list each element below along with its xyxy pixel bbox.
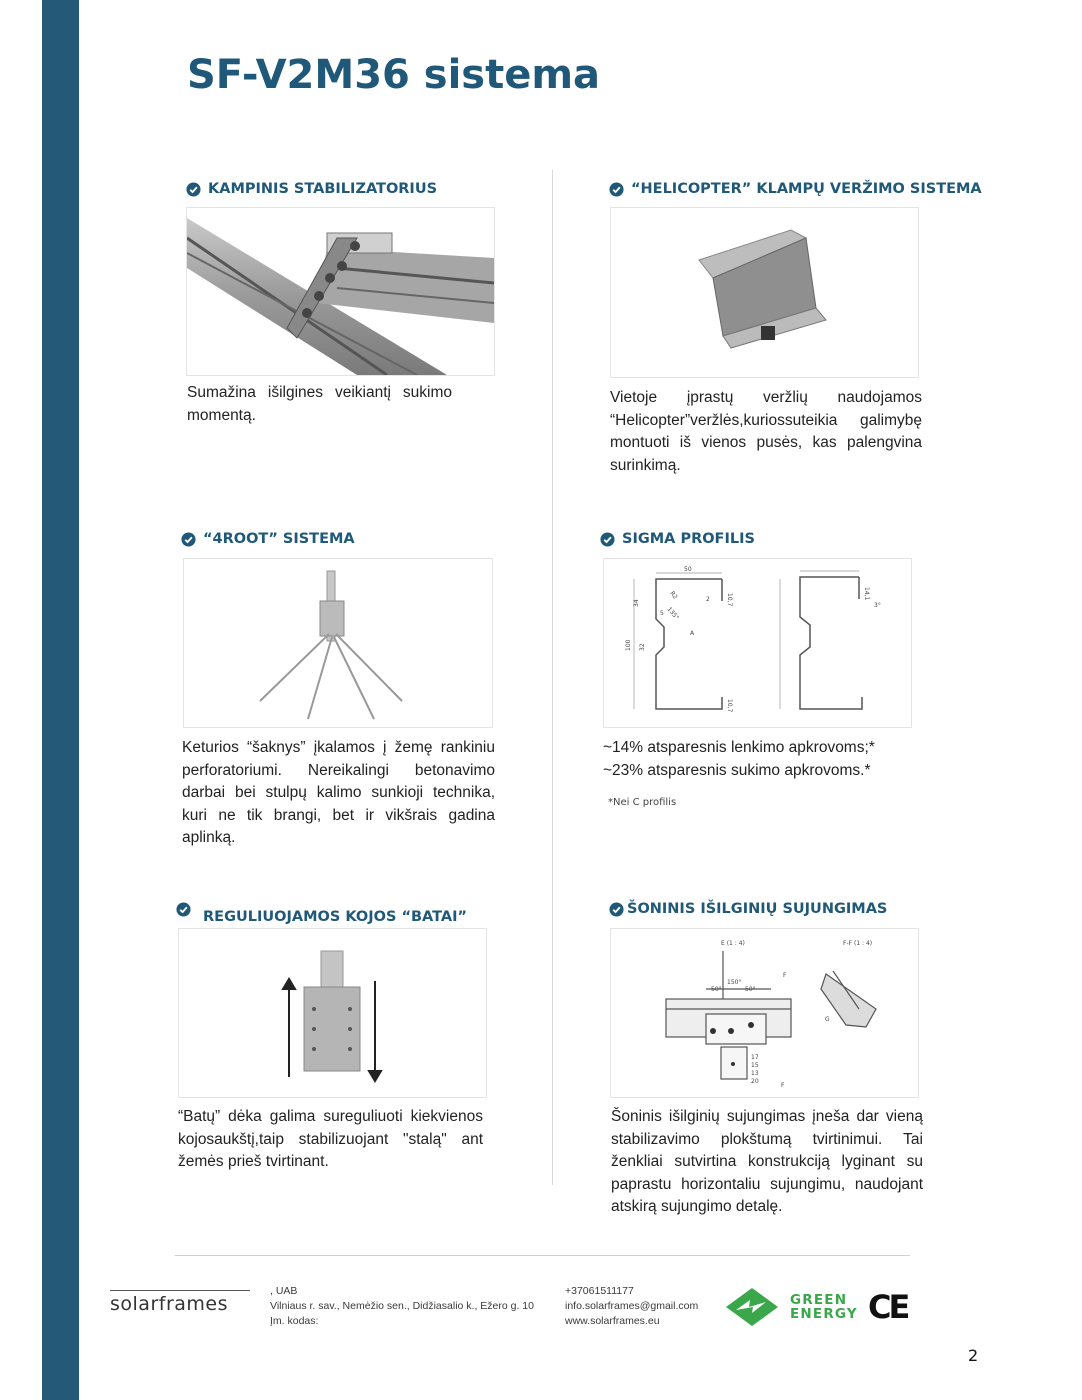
website-link[interactable]: www.solarframes.eu (565, 1315, 660, 1327)
benefit-line: ~23% atsparesnis sukimo apkrovoms.* (603, 761, 871, 779)
section-description: Sumažina išilgines veikiantį sukimo momentą. (187, 384, 452, 424)
section-description: Šoninis išilginių sujungimas įneša dar vieną stabilizavimo plokštumą tvirtinimui. Tai ženkliai sutvirtina konstrukciją lyginant su paprastu horizontaliu sujungimu, naudojant atskirą sujungimo detalę. (611, 1108, 923, 1215)
section-4root (181, 531, 501, 547)
sigma-profile-drawing (603, 558, 912, 728)
company-info (270, 1284, 534, 1329)
svg-text:F: F (781, 1082, 785, 1089)
adjustable-foot-image (178, 928, 487, 1098)
angle-stabilizer-image (186, 207, 495, 376)
section-adjustable-feet (176, 901, 496, 925)
section-description: Vietoje įprastų veržlių naudojamos “Helicopter”veržlės,kuriossuteikia galimybę montuoti iš vienos pusės, kas palengvina surinkimą. (610, 389, 922, 474)
column-divider (552, 170, 553, 1185)
svg-text:10,7: 10,7 (726, 699, 733, 713)
section-description (603, 737, 913, 782)
section-heading: “4ROOT” SISTEMA (181, 531, 501, 547)
page-title: SF-V2M36 sistema (187, 52, 601, 98)
svg-text:5: 5 (660, 610, 664, 617)
check-circle-icon (176, 902, 191, 917)
svg-text:50°: 50° (711, 986, 722, 993)
svg-text:G: G (825, 1016, 830, 1023)
svg-text:R2: R2 (668, 590, 679, 601)
side-joint-drawing (610, 928, 919, 1098)
svg-text:10,7: 10,7 (726, 593, 733, 607)
check-circle-icon (181, 532, 196, 547)
check-circle-icon (186, 182, 201, 197)
svg-text:100: 100 (625, 639, 632, 651)
section-description: “Batų” dėka galima sureguliuoti kiekvienos kojosaukštį,taip stabilizuojant "stalą" ant žemės prieš tvirtinant. (178, 1108, 483, 1170)
svg-text:17: 17 (751, 1054, 759, 1061)
contact-info (565, 1284, 698, 1329)
section-heading: SIGMA PROFILIS (600, 531, 920, 547)
email-address[interactable]: info.solarframes@gmail.com (565, 1300, 699, 1312)
svg-text:50°: 50° (745, 986, 756, 993)
check-circle-icon (609, 182, 624, 197)
svg-text:20: 20 (751, 1078, 759, 1085)
side-accent-bar (42, 0, 79, 1400)
check-circle-icon (600, 532, 615, 547)
svg-text:32: 32 (639, 643, 646, 651)
svg-text:3°: 3° (874, 602, 881, 609)
svg-text:14,1: 14,1 (863, 587, 870, 601)
benefit-line: ~14% atsparesnis lenkimo apkrovoms;* (603, 739, 875, 756)
svg-text:F: F (783, 972, 787, 979)
company-code: Įm. kodas: (270, 1315, 319, 1327)
section-heading: ŠONINIS IŠILGINIŲ SUJUNGIMAS (609, 901, 929, 917)
section-helicopter-clamp (609, 181, 982, 197)
four-root-anchor-image (183, 558, 493, 728)
solarframes-logo: solarframes (110, 1290, 250, 1315)
company-address: Vilniaus r. sav., Nemėžio sen., Didžiasalio k., Ežero g. 10 (270, 1300, 534, 1312)
check-circle-icon (609, 902, 624, 917)
section-description: Keturios “šaknys” įkalamos į žemę rankiniu perforatoriumi. Nereikalingi betonavimo darbai bei stulpų kalimo sunkioji technika, kuri ne tik brangi, bet ir vikšrais gadina aplinką. (182, 739, 495, 846)
footnote: *Nei C profilis (608, 797, 677, 808)
section-side-joint (609, 901, 929, 917)
svg-text:15: 15 (751, 1062, 759, 1069)
helicopter-clamp-image (610, 207, 919, 378)
ce-mark: CE (868, 1288, 908, 1326)
svg-text:E (1 : 4): E (1 : 4) (721, 940, 745, 947)
svg-text:A: A (690, 630, 695, 637)
section-heading: REGULIUOJAMOS KOJOS “BATAI” (176, 901, 496, 925)
svg-text:150°: 150° (727, 979, 742, 986)
green-energy-badge: GREEN ENERGY (722, 1286, 858, 1328)
svg-text:34: 34 (633, 599, 640, 607)
green-energy-icon (722, 1286, 782, 1328)
svg-text:2: 2 (706, 596, 710, 603)
section-sigma-profile (600, 531, 920, 547)
svg-text:13: 13 (751, 1070, 759, 1077)
page-number: 2 (968, 1346, 979, 1365)
section-angle-stabilizer (186, 181, 506, 197)
svg-text:135°: 135° (665, 605, 681, 622)
company-name: , UAB (270, 1285, 298, 1297)
phone-number[interactable]: +37061511177 (565, 1285, 634, 1297)
section-heading: KAMPINIS STABILIZATORIUS (186, 181, 506, 197)
section-heading: “HELICOPTER” KLAMPŲ VERŽIMO SISTEMA (609, 181, 929, 197)
svg-text:F-F (1 : 4): F-F (1 : 4) (843, 940, 873, 947)
footer-divider (175, 1255, 910, 1256)
svg-text:50: 50 (684, 566, 692, 573)
